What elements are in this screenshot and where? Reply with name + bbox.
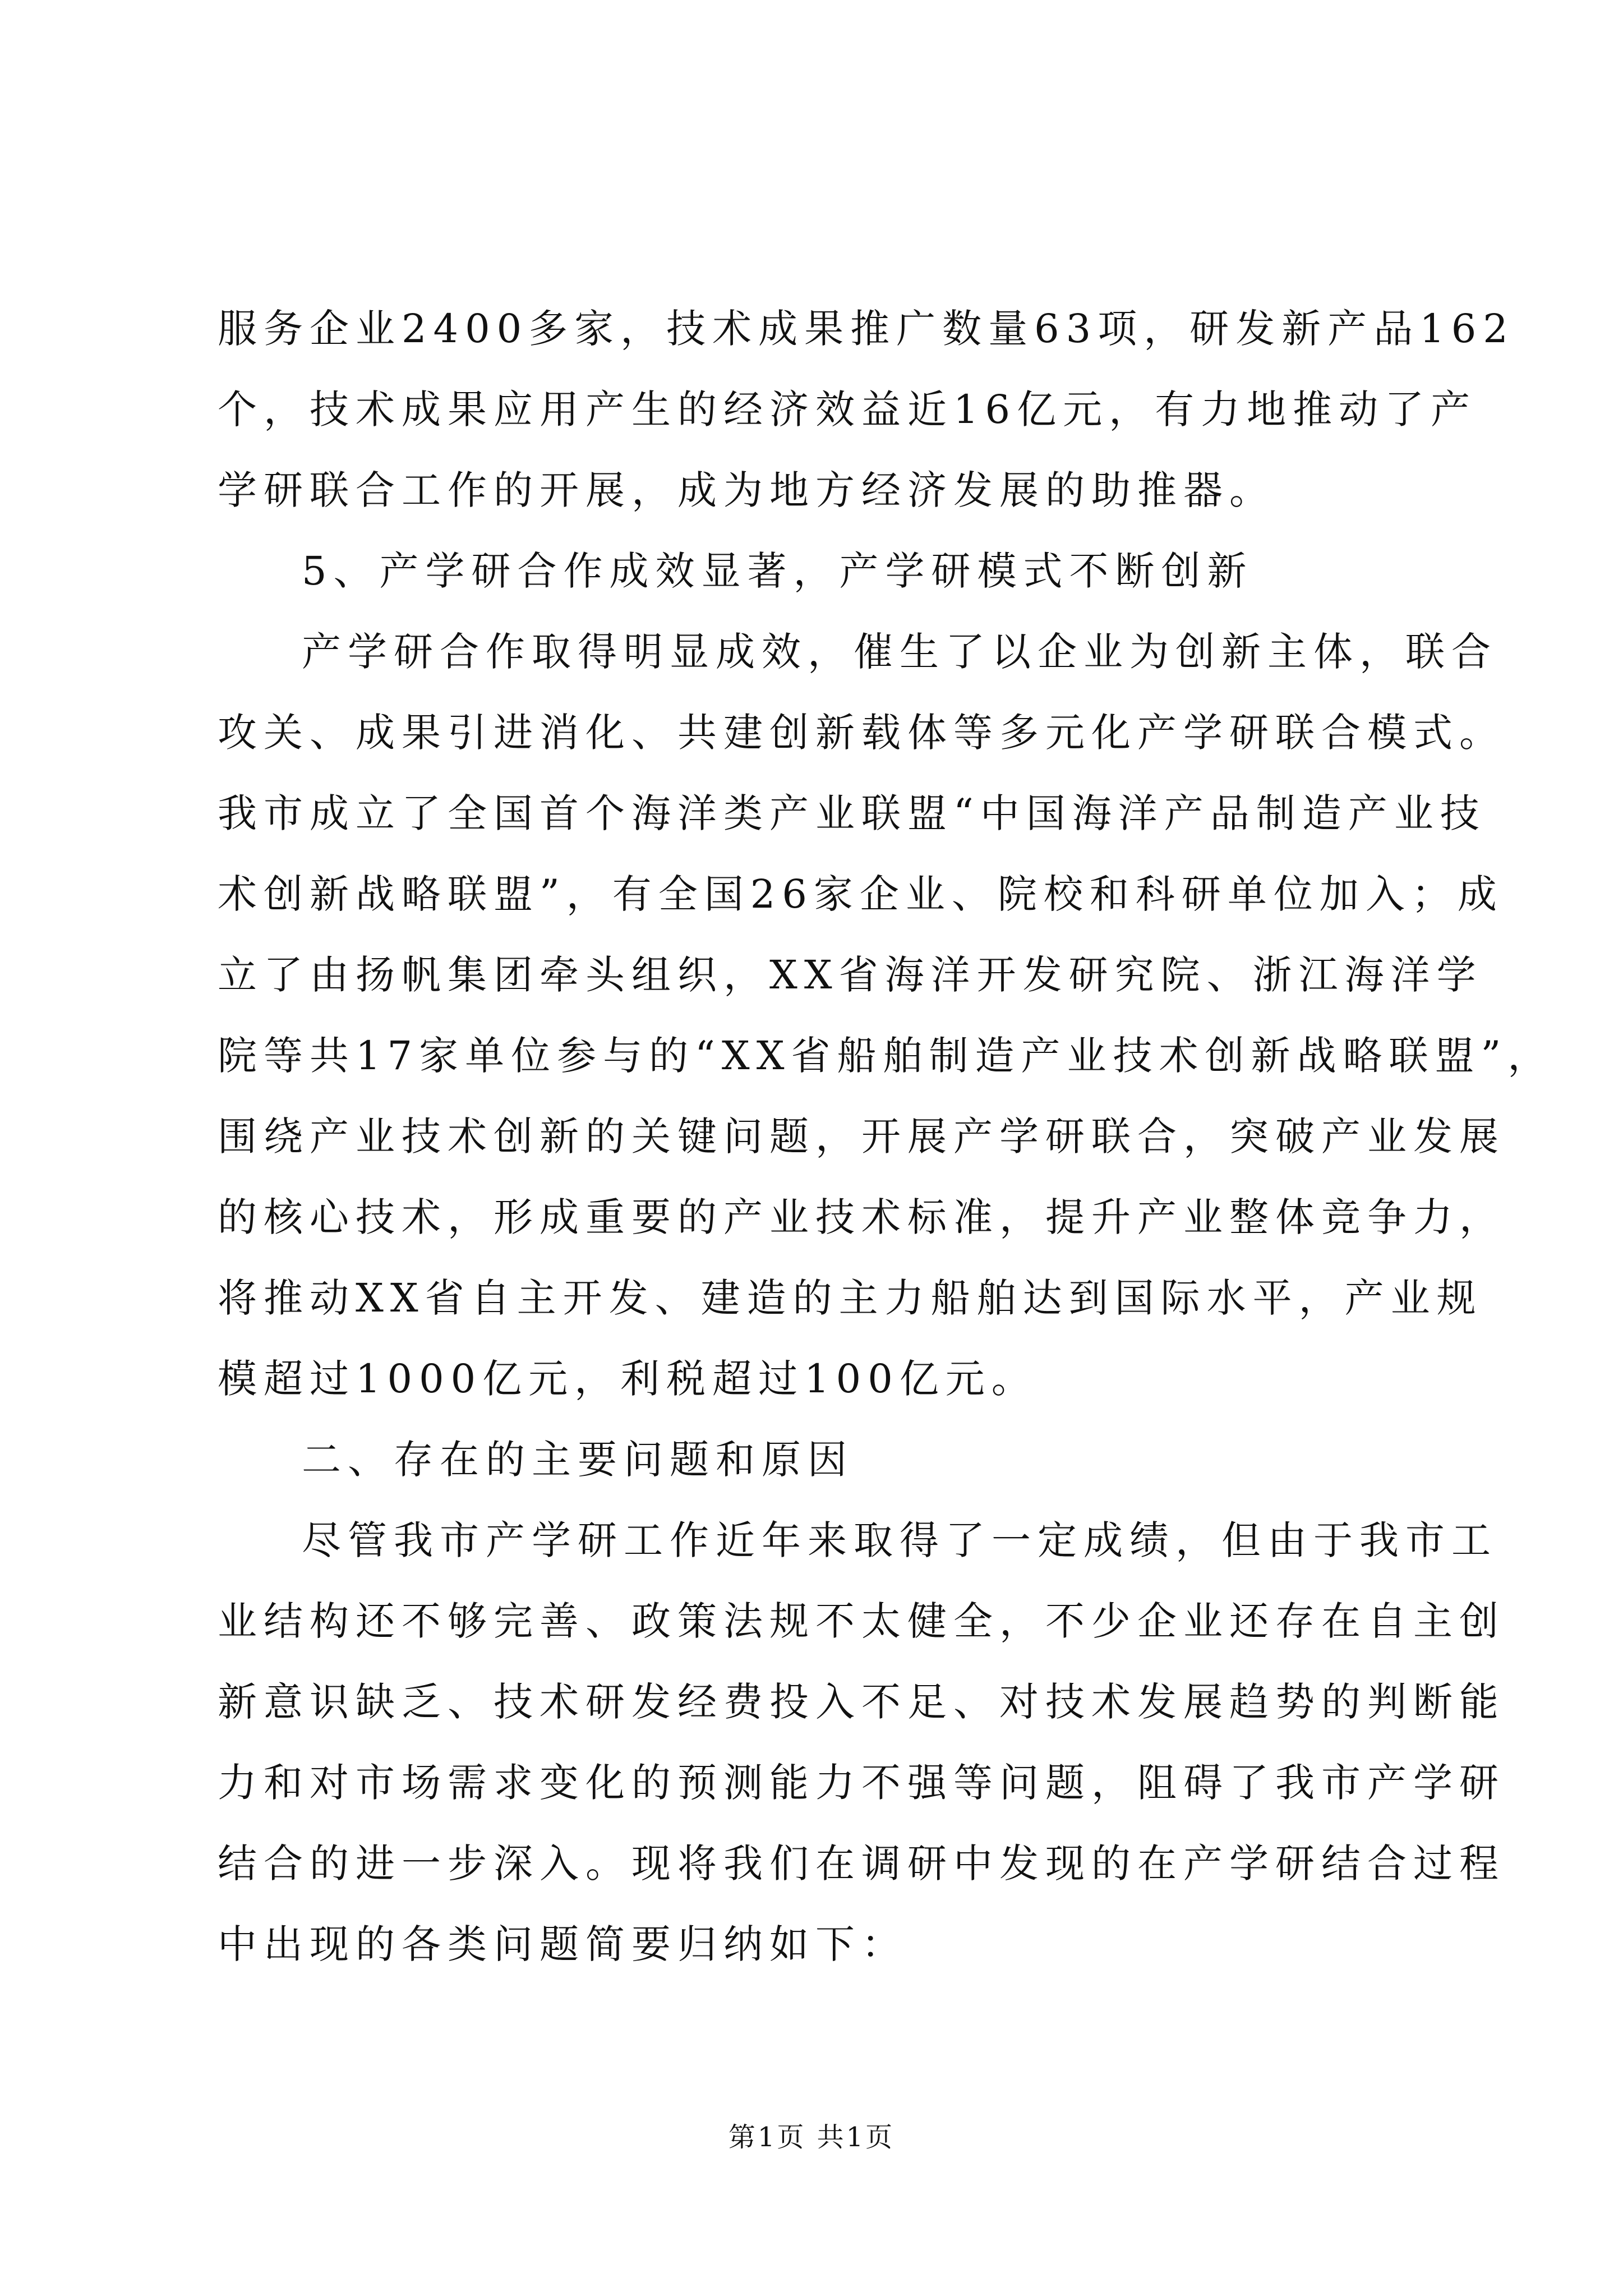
paragraph-2-line-10: 模超过1000亿元，利税超过100亿元。 bbox=[218, 1356, 1038, 1402]
paragraph-3-line-4: 力和对市场需求变化的预测能力不强等问题，阻碍了我市产学研 bbox=[218, 1760, 1505, 1806]
paragraph-3-line-5: 结合的进一步深入。现将我们在调研中发现的在产学研结合过程 bbox=[218, 1841, 1505, 1887]
paragraph-3-line-1: 尽管我市产学研工作近年来取得了一定成绩，但由于我市工 bbox=[302, 1517, 1497, 1563]
section-heading-2: 二、存在的主要问题和原因 bbox=[302, 1437, 854, 1483]
paragraph-2-line-1: 产学研合作取得明显成效，催生了以企业为创新主体，联合 bbox=[302, 629, 1497, 675]
paragraph-3-line-2: 业结构还不够完善、政策法规不太健全，不少企业还存在自主创 bbox=[218, 1598, 1505, 1644]
paragraph-3-line-6: 中出现的各类问题简要归纳如下： bbox=[218, 1921, 907, 1967]
paragraph-2-line-4: 术创新战略联盟”，有全国26家企业、院校和科研单位加入；成 bbox=[218, 871, 1504, 917]
paragraph-2-line-2: 攻关、成果引进消化、共建创新载体等多元化产学研联合模式。 bbox=[218, 710, 1505, 756]
section-heading-5: 5、产学研合作成效显著，产学研模式不断创新 bbox=[302, 548, 1253, 594]
page-footer: 第1页 共1页 bbox=[728, 2122, 895, 2153]
paragraph-2-line-5: 立了由扬帆集团牵头组织，XX省海洋开发研究院、浙江海洋学 bbox=[218, 952, 1483, 998]
paragraph-2-line-6: 院等共17家单位参与的“XX省船舶制造产业技术创新战略联盟”， bbox=[218, 1033, 1554, 1079]
paragraph-2-line-3: 我市成立了全国首个海洋类产业联盟“中国海洋产品制造产业技 bbox=[218, 790, 1486, 836]
paragraph-3-line-3: 新意识缺乏、技术研发经费投入不足、对技术发展趋势的判断能 bbox=[218, 1679, 1505, 1725]
paragraph-1-line-2: 个，技术成果应用产生的经济效益近16亿元，有力地推动了产 bbox=[218, 386, 1477, 432]
paragraph-1-line-1: 服务企业2400多家，技术成果推广数量63项，研发新产品162 bbox=[218, 306, 1515, 352]
paragraph-2-line-8: 的核心技术，形成重要的产业技术标准，提升产业整体竞争力， bbox=[218, 1194, 1505, 1240]
paragraph-2-line-7: 围绕产业技术创新的关键问题，开展产学研联合，突破产业发展 bbox=[218, 1114, 1505, 1159]
paragraph-2-line-9: 将推动XX省自主开发、建造的主力船舶达到国际水平，产业规 bbox=[218, 1275, 1483, 1321]
paragraph-1-line-3: 学研联合工作的开展，成为地方经济发展的助推器。 bbox=[218, 467, 1275, 513]
